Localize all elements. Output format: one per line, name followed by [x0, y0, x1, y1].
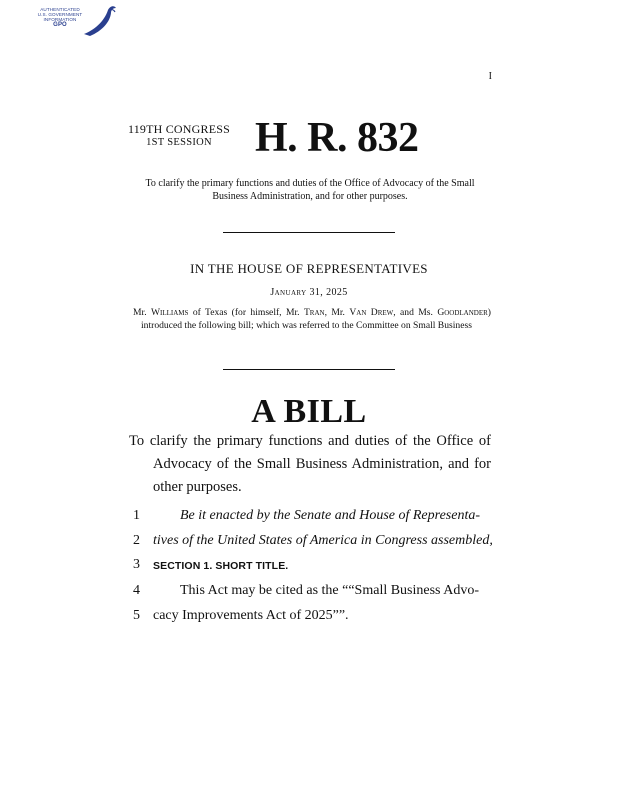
line-number: 2: [133, 533, 140, 548]
line-number: 4: [133, 583, 140, 598]
short-purpose: To clarify the primary functions and duties of the Office of Advocacy of the Small Business Administration, and for other purposes.: [145, 178, 475, 202]
sponsor-text: , and Ms.: [393, 307, 438, 318]
seal-line: GPO: [53, 22, 67, 28]
long-title: [129, 430, 491, 499]
sponsor-name: Tran: [303, 307, 325, 318]
sponsor-text: , Mr.: [324, 307, 350, 318]
introduction-date: January 31, 2025: [270, 287, 348, 298]
enacting-clause-line: tives of the United States of America in Congress assembled,: [153, 533, 493, 548]
sponsor-text: Mr.: [133, 307, 151, 318]
session-label: 1ST SESSION: [146, 137, 212, 148]
divider: [223, 369, 395, 370]
eagle-icon: [80, 4, 120, 38]
line-number: 1: [133, 508, 140, 523]
bill-heading: A BILL: [251, 393, 367, 430]
sponsor-text: of Texas (for himself, Mr.: [188, 307, 304, 318]
seal-line: AUTHENTICATED: [40, 7, 80, 12]
long-title-text: To clarify the primary functions and duties of the Office of Advocacy of the Small Business Administration, and for other purposes.: [129, 433, 491, 495]
congress-session-block: [127, 122, 231, 150]
seal-line: U.S. GOVERNMENT: [37, 12, 83, 17]
page-number: I: [488, 71, 492, 82]
sponsors-paragraph: [133, 306, 491, 332]
sponsor-name: Van Drew: [349, 307, 394, 318]
gpo-seal: [20, 4, 120, 38]
seal-line: INFORMATION: [43, 17, 77, 22]
divider: [223, 232, 395, 233]
enacting-clause-line: Be it enacted by the Senate and House of Representa-: [180, 508, 480, 523]
line-number: 5: [133, 608, 140, 623]
bill-number: H. R. 832: [255, 115, 419, 161]
congress-label: 119TH CONGRESS: [127, 122, 231, 136]
sponsor-text: ) introduced the following bill; which was referred to the Committee on Small Business: [141, 307, 491, 331]
section-text-line: This Act may be cited as the ““Small Business Advo-: [180, 583, 480, 598]
section-text-line: cacy Improvements Act of 2025””.: [153, 608, 349, 623]
sponsor-name: Goodlander: [437, 307, 488, 318]
section-heading: SECTION 1. SHORT TITLE.: [153, 560, 289, 572]
sponsor-name: Williams: [150, 307, 189, 318]
line-number: 3: [133, 557, 140, 572]
chamber-heading: IN THE HOUSE OF REPRESENTATIVES: [190, 261, 428, 276]
